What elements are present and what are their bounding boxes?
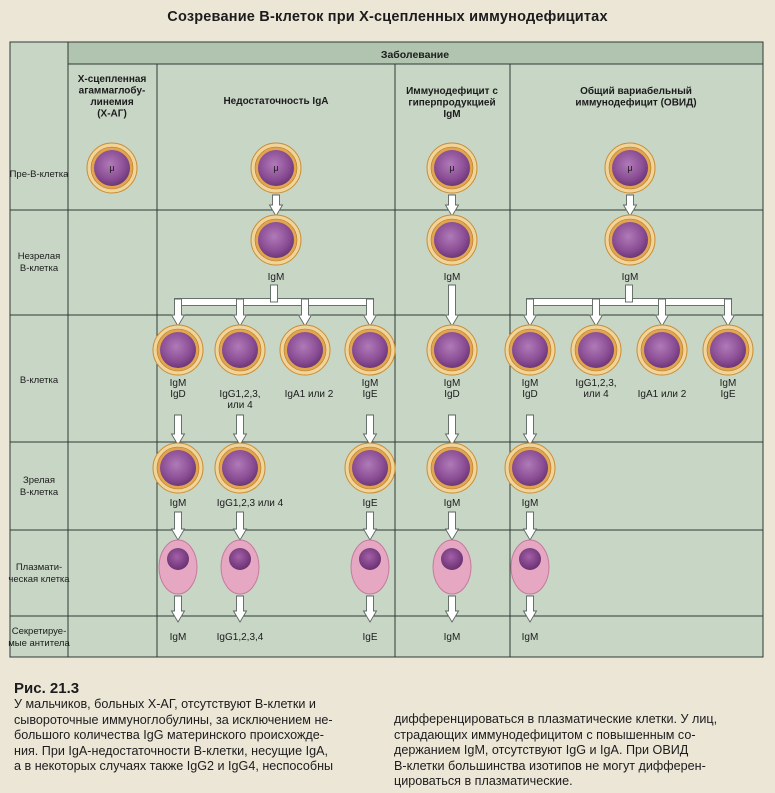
isotype-label: IgM IgD [169,378,187,400]
b-cell [345,325,395,375]
isotype-label: IgM [443,272,461,283]
plasma-cell [433,540,471,594]
secreted-antibody-label: IgM [443,632,461,643]
b-cell [505,325,555,375]
isotype-label: IgE [362,498,378,509]
stage-label: Зрелая В-клетка [19,475,59,498]
b-cell [251,215,301,265]
caption-right-line: дифференцироваться в плазматические клетки. У лиц, [394,712,718,726]
stage-label: В-клетка [19,375,59,386]
isotype-label: IgM IgE [361,378,379,400]
secreted-antibody-label: IgM [169,632,187,643]
isotype-label: IgM [521,498,539,509]
stage-label: Плазмати-ческая клетка [8,562,70,585]
b-cell [280,325,330,375]
caption-right-line: страдающих иммунодефицитом с повышенным со- [394,727,696,742]
isotype-label: IgM IgE [719,378,737,400]
secreted-antibody-label: IgM [521,632,539,643]
secreted-antibody-label: IgE [362,632,378,643]
plasma-nucleus [167,548,189,570]
caption-right-column [394,712,762,790]
b-cell [427,443,477,493]
disease-heading: Х-сцепленная агаммаглобу-линемия (Х-АГ) [77,74,147,120]
b-cell [251,143,301,193]
caption-label: Рис. 21.3 [14,680,80,697]
disease-heading: Иммунодефицит с гиперпродукцией IgM [406,86,498,120]
plasma-nucleus [519,548,541,570]
figure-title: Созревание В-клеток при Х-сцепленных иммунодефицитах [167,9,608,25]
b-cell [345,443,395,493]
b-cell [427,143,477,193]
mu-chain-label: μ [109,163,115,173]
mu-chain-label: μ [449,163,455,173]
caption-left-column [14,697,374,775]
disease-heading: Недостаточность IgA [223,96,329,107]
plasma-nucleus [359,548,381,570]
caption-right-line: держанием IgM, отсутствуют IgG и IgA. При ОВИД [394,743,689,758]
isotype-label: IgM [267,272,285,283]
b-cell [427,325,477,375]
isotype-label: IgG1,2,3 или 4 [216,498,284,509]
caption-left-line: ния. При IgA-недостаточности В-клетки, несущие IgA, [14,743,328,758]
isotype-label: IgM IgD [443,378,461,400]
stage-label: Пре-В-клетка [9,169,69,180]
plasma-cell [159,540,197,594]
branch-stem [626,285,633,302]
stage-label: Секретируе-мые антитела [8,626,70,649]
branch-stem [271,285,278,302]
isotype-label: IgA1 или 2 [284,389,334,400]
isotype-label: IgM [443,498,461,509]
plasma-nucleus [441,548,463,570]
b-cell [153,443,203,493]
b-cell [87,143,137,193]
b-cell [427,215,477,265]
caption-right-line: цироваться в плазматические. [394,774,573,789]
mu-chain-label: μ [627,163,633,173]
mu-chain-label: μ [273,163,279,173]
isotype-label: IgA1 или 2 [637,389,687,400]
secreted-antibody-label: IgG1,2,3,4 [216,632,264,643]
caption-left-line: большого количества IgG материнского происхожде- [14,728,324,743]
isotype-label: IgM IgD [521,378,539,400]
b-cell [571,325,621,375]
isotype-label: IgG1,2,3, или 4 [219,389,261,411]
isotype-label: IgM [169,498,187,509]
b-cell [637,325,687,375]
plasma-cell [511,540,549,594]
plasma-cell [221,540,259,594]
caption-left-line: У мальчиков, больных Х-АГ, отсутствуют В-клетки и [14,697,316,711]
b-cell [215,325,265,375]
b-cell [605,215,655,265]
b-cell [703,325,753,375]
stage-label: Незрелая В-клетка [17,251,61,274]
plasma-nucleus [229,548,251,570]
caption-right-line: В-клетки большинства изотипов не могут дифферен- [394,758,706,773]
disease-heading: Общий вариабельный иммунодефицит (ОВИД) [575,86,697,109]
b-cell [505,443,555,493]
disease-header: Заболевание [380,49,450,61]
caption-left-line: а в некоторых случаях также IgG2 и IgG4, неспособны [14,759,334,774]
b-cell [605,143,655,193]
b-cell [153,325,203,375]
plasma-cell [351,540,389,594]
isotype-label: IgG1,2,3, или 4 [575,378,617,400]
caption-left-line: сывороточные иммуноглобулины, за исключением не- [14,712,333,727]
b-cell [215,443,265,493]
isotype-label: IgM [621,272,639,283]
